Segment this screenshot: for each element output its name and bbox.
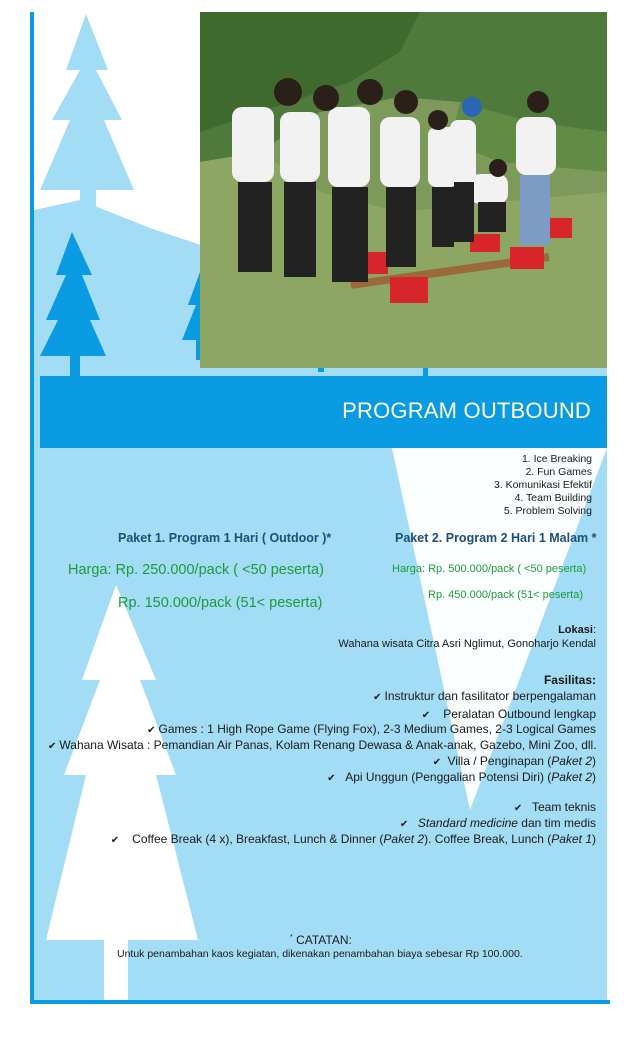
- fasilitas-text: Coffee Break (4 x), Breakfast, Lunch & Dinner (: [132, 832, 384, 846]
- fasilitas-text: ): [592, 754, 596, 768]
- fasilitas-item: [422, 707, 596, 721]
- catatan-label: CATATAN:: [292, 933, 352, 947]
- paket-ref: Paket 2: [551, 770, 592, 784]
- check-icon: ✔: [147, 725, 156, 736]
- list-item: 4. Team Building: [514, 492, 592, 504]
- paket-ref: Paket 1: [551, 832, 592, 846]
- fasilitas-text: Instruktur dan fasilitator berpengalaman: [384, 689, 596, 703]
- paket1-title: Paket 1. Program 1 Hari ( Outdoor )*: [118, 531, 332, 545]
- left-frame-line: [30, 12, 34, 1004]
- fasilitas-text: dan tim medis: [517, 816, 596, 830]
- agenda-list: [494, 453, 592, 518]
- fasilitas-item: [48, 738, 597, 752]
- check-icon: ✔: [513, 803, 523, 814]
- bottom-frame-line: [30, 1000, 610, 1004]
- check-icon: ✔: [110, 835, 120, 846]
- check-icon: ✔: [432, 757, 442, 768]
- lokasi-colon: :: [592, 624, 596, 636]
- page-title: PROGRAM OUTBOUND: [342, 398, 591, 423]
- fasilitas-text: Games : 1 High Rope Game (Flying Fox), 2-3 Medium Games, 2-3 Logical Games: [158, 722, 596, 736]
- fasilitas-item: [327, 770, 596, 784]
- catatan-text: Untuk penambahan kaos kegiatan, dikenakan penambahan biaya sebesar Rp 100.000.: [117, 948, 523, 960]
- fasilitas-item: [400, 816, 596, 830]
- paket-ref: Paket 2: [551, 754, 592, 768]
- fasilitas-text: Api Unggun (Penggalian Potensi Diri) (: [345, 770, 552, 784]
- fasilitas-item: [147, 722, 596, 736]
- fasilitas-item: [433, 754, 596, 768]
- lokasi-value: Wahana wisata Citra Asri Nglimut, Gonoharjo Kendal: [338, 638, 596, 650]
- fasilitas-item: [373, 689, 596, 703]
- title-banner: [40, 376, 607, 448]
- check-icon: ✔: [399, 819, 409, 830]
- fasilitas-text: Wahana Wisata : Pemandian Air Panas, Kolam Renang Dewasa & Anak-anak, Gazebo, Mini Zoo, dll.: [59, 738, 597, 752]
- paket2-price2: Rp. 450.000/pack (51< peserta): [428, 589, 584, 601]
- lokasi-label-text: Lokasi: [558, 624, 593, 636]
- fasilitas-text: ): [592, 832, 596, 846]
- outbound-team-photo: [200, 12, 607, 368]
- fasilitas-text: ). Coffee Break, Lunch (: [424, 832, 552, 846]
- fasilitas-text: Standard medicine: [417, 816, 518, 830]
- catatan-star: *: [290, 934, 293, 941]
- check-icon: ✔: [48, 741, 57, 752]
- fasilitas-text: ): [592, 770, 596, 784]
- fasilitas-text: Team teknis: [531, 800, 596, 814]
- paket2-title: Paket 2. Program 2 Hari 1 Malam *: [395, 531, 597, 545]
- paket-ref: Paket 2: [383, 832, 425, 846]
- paket2-price1: Harga: Rp. 500.000/pack ( <50 peserta): [392, 563, 587, 575]
- fasilitas-item: [111, 832, 596, 846]
- check-icon: ✔: [373, 692, 382, 703]
- fasilitas-text: Peralatan Outbound lengkap: [443, 707, 596, 721]
- check-icon: ✔: [421, 710, 431, 721]
- list-item: 3. Komunikasi Efektif: [493, 479, 592, 491]
- lokasi-label: [558, 624, 596, 636]
- fasilitas-heading: Fasilitas:: [543, 673, 596, 687]
- paket1-price1: Harga: Rp. 250.000/pack ( <50 peserta): [68, 562, 324, 578]
- catatan-heading: [290, 933, 352, 947]
- list-item: 2. Fun Games: [525, 466, 592, 478]
- fasilitas-text: Villa / Penginapan (: [447, 754, 552, 768]
- paket1-price2: Rp. 150.000/pack (51< peserta): [118, 595, 323, 611]
- tree-icon: [40, 14, 134, 230]
- list-item: 5. Problem Solving: [503, 505, 592, 517]
- fasilitas-item: [514, 800, 596, 814]
- list-item: 1. Ice Breaking: [521, 453, 592, 465]
- check-icon: ✔: [327, 773, 336, 784]
